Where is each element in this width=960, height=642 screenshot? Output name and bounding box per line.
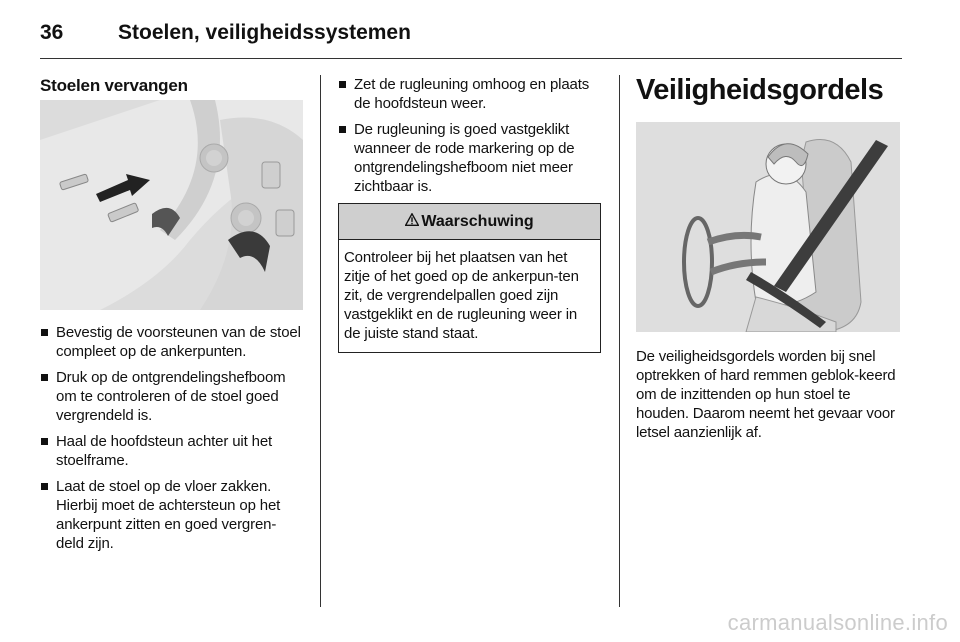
bullet-square-icon — [41, 438, 48, 445]
section-heading-seatbelts: Veiligheidsgordels — [636, 74, 884, 106]
seatbelt-driver-illustration — [636, 122, 900, 332]
bullet-square-icon — [339, 81, 346, 88]
page-title: Stoelen, veiligheidssystemen — [118, 21, 411, 44]
bullet-square-icon — [41, 374, 48, 381]
column-divider-left — [320, 75, 321, 607]
warning-triangle-icon — [405, 213, 419, 231]
middle-column — [338, 75, 601, 353]
seat-replacement-illustration — [40, 100, 303, 310]
seatbelt-paragraph: De veiligheidsgordels worden bij snel optrekken of hard remmen geblok-keerd om de inzittenden op hun stoel te houden. Daarom neemt het gevaar voor letsel aanzienlijk af. — [636, 348, 896, 441]
list-item: Zet de rugleuning omhoog en plaats de hoofdsteun weer. — [338, 75, 601, 113]
column-divider-right — [619, 75, 620, 607]
warning-box — [338, 203, 601, 353]
bullet-square-icon — [339, 126, 346, 133]
warning-header — [339, 204, 600, 240]
header-divider — [40, 58, 902, 59]
bullet-square-icon — [41, 483, 48, 490]
warning-title: Waarschuwing — [421, 212, 534, 230]
warning-text: Controleer bij het plaatsen van het zitje of het goed op de ankerpun-ten zit, de vergrendelpallen goed zijn vastgeklikt en de rugleuning weer in de juiste stand staat. — [344, 249, 579, 342]
list-item: Laat de stoel op de vloer zakken. Hierbij moet de achtersteun op het ankerpunt zitten en goed vergren-deld zijn. — [40, 477, 303, 553]
list-item: Haal de hoofdsteun achter uit het stoelframe. — [40, 432, 303, 470]
right-column — [636, 75, 902, 442]
list-item: Bevestig de voorsteunen van de stoel compleet op de ankerpunten. — [40, 323, 303, 361]
watermark: carmanualsonline.info — [727, 610, 948, 635]
left-column — [40, 75, 303, 560]
page-number: 36 — [40, 21, 64, 44]
list-item: De rugleuning is goed vastgeklikt wanneer de rode markering op de ontgrendelingshefboom niet meer zichtbaar is. — [338, 120, 601, 196]
page-header — [40, 18, 411, 48]
bullet-square-icon — [41, 329, 48, 336]
list-item: Druk op de ontgrendelingshefboom om te controleren of de stoel goed vergrendeld is. — [40, 368, 303, 425]
section-heading-seats: Stoelen vervangen — [40, 76, 188, 95]
